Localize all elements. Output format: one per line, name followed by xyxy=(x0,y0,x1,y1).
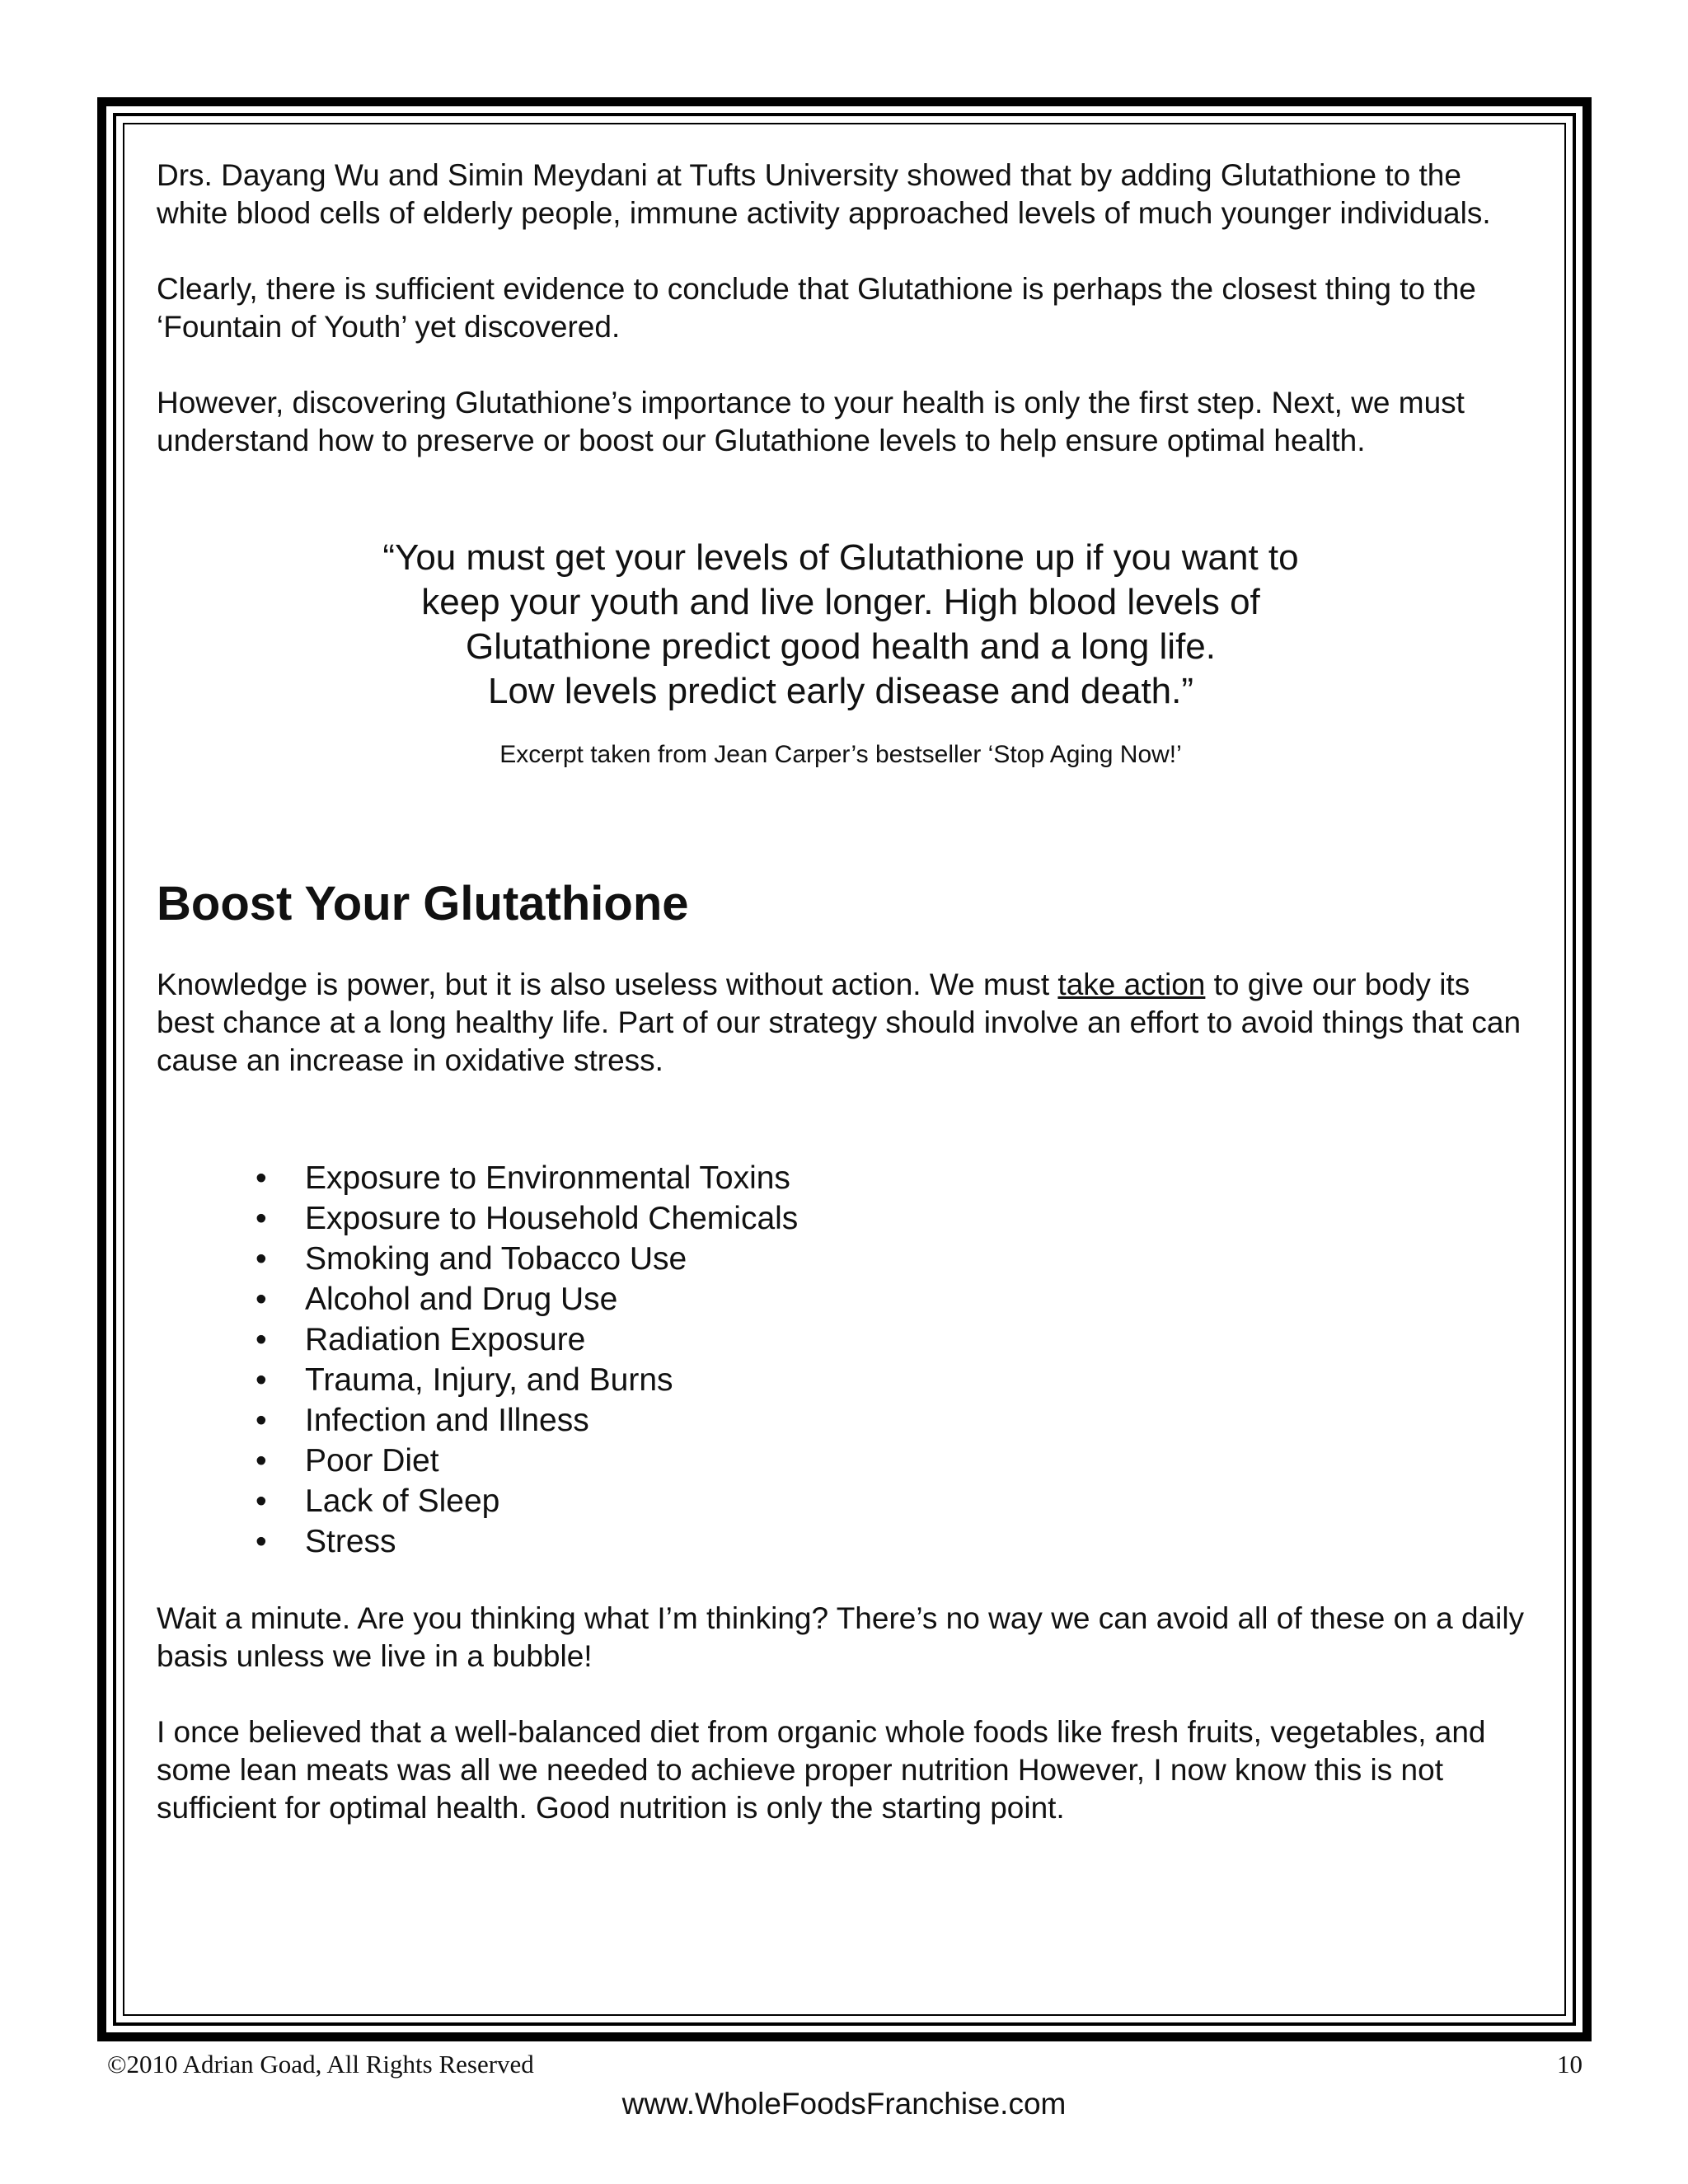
paragraph-intro xyxy=(157,966,1525,1080)
bullet-icon: • xyxy=(256,1241,267,1277)
oxidative-stress-list xyxy=(157,1158,1525,1562)
section-heading: Boost Your Glutathione xyxy=(157,877,689,930)
page-content xyxy=(157,157,1525,1865)
bullet-icon: • xyxy=(256,1362,267,1398)
list-item: • Infection and Illness xyxy=(256,1400,1525,1441)
intro-text-before: Knowledge is power, but it is also useless without action. We must xyxy=(157,968,1058,1001)
quote-attribution: Excerpt taken from Jean Carper’s bestseller ‘Stop Aging Now!’ xyxy=(499,741,1182,768)
take-action-emphasis: take action xyxy=(1057,968,1206,1001)
list-item: • Alcohol and Drug Use xyxy=(256,1279,1525,1319)
paragraph-bubble: Wait a minute. Are you thinking what I’m thinking? There’s no way we can avoid all of these on a daily basis unless we live in a bubble! xyxy=(157,1601,1525,1673)
list-item: • Exposure to Household Chemicals xyxy=(256,1198,1525,1239)
list-item: • Smoking and Tobacco Use xyxy=(256,1239,1525,1279)
list-item: • Radiation Exposure xyxy=(256,1319,1525,1360)
list-item: • Stress xyxy=(256,1521,1525,1562)
footer-website-url: www.WholeFoodsFranchise.com xyxy=(621,2087,1067,2121)
list-item: • Exposure to Environmental Toxins xyxy=(256,1158,1525,1198)
pull-quote xyxy=(157,536,1525,771)
paragraph-first-step: However, discovering Glutathione’s importance to your health is only the first step. Next, we must understand how to preserve or boost our Glutathione levels to help ensure optimal health. xyxy=(157,386,1465,457)
bullet-icon: • xyxy=(256,1201,267,1236)
footer-copyright: ©2010 Adrian Goad, All Rights Reserved xyxy=(107,2050,534,2079)
quote-line: Low levels predict early disease and death.” xyxy=(487,671,1194,711)
quote-line: Glutathione predict good health and a long life. xyxy=(466,626,1216,667)
bullet-icon: • xyxy=(256,1160,267,1196)
bullet-icon: • xyxy=(256,1443,267,1479)
bullet-icon: • xyxy=(256,1322,267,1357)
list-item: • Lack of Sleep xyxy=(256,1481,1525,1521)
list-item: • Poor Diet xyxy=(256,1441,1525,1481)
bullet-icon: • xyxy=(256,1524,267,1559)
bullet-icon: • xyxy=(256,1483,267,1519)
intro-text-after: to give our body its best chance at a long healthy life. Part of our strategy should involve an effort to avoid things that can cause an increase in oxidative stress. xyxy=(157,968,1522,1077)
paragraph-fountain-of-youth: Clearly, there is sufficient evidence to conclude that Glutathione is perhaps the closest thing to the ‘Fountain of Youth’ yet discovered. xyxy=(157,272,1476,344)
paragraph-nutrition: I once believed that a well-balanced diet from organic whole foods like fresh fruits, vegetables, and some lean meats was all we needed to achieve proper nutrition However, I now know this is not sufficient for optimal health. Good nutrition is only the starting point. xyxy=(157,1715,1486,1825)
list-item: • Trauma, Injury, and Burns xyxy=(256,1360,1525,1400)
paragraph-tufts-study: Drs. Dayang Wu and Simin Meydani at Tufts University showed that by adding Glutathione to the white blood cells of elderly people, immune activity approached levels of much younger individuals. xyxy=(157,158,1491,230)
quote-line: keep your youth and live longer. High blood levels of xyxy=(421,582,1260,622)
quote-line: “You must get your levels of Glutathione up if you want to xyxy=(382,537,1299,578)
bullet-icon: • xyxy=(256,1403,267,1438)
footer-page-number: 10 xyxy=(1557,2050,1582,2079)
bullet-icon: • xyxy=(256,1282,267,1317)
